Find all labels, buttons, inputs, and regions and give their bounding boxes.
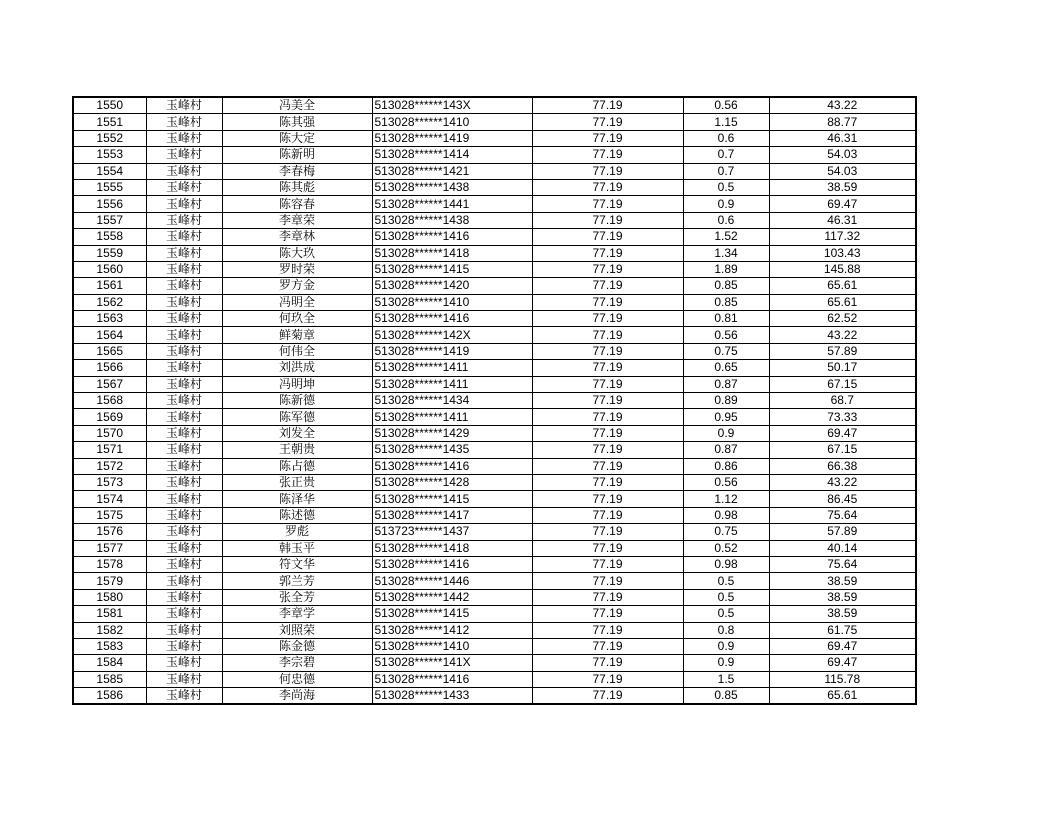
row-number-cell: 1551 xyxy=(73,114,146,130)
village-cell: 玉峰村 xyxy=(146,179,222,195)
amount-cell: 38.59 xyxy=(769,589,916,605)
name-cell: 李章林 xyxy=(222,229,372,245)
table-row xyxy=(73,294,916,310)
price-cell: 77.19 xyxy=(532,507,683,523)
amount-cell: 50.17 xyxy=(769,360,916,376)
row-number-cell: 1553 xyxy=(73,147,146,163)
id-number-cell: 513028******143X xyxy=(372,97,532,114)
id-number-cell: 513028******1416 xyxy=(372,311,532,327)
table-row xyxy=(73,409,916,425)
name-cell: 陈大定 xyxy=(222,130,372,146)
table-row xyxy=(73,442,916,458)
table-row xyxy=(73,573,916,589)
table-row xyxy=(73,229,916,245)
price-cell: 77.19 xyxy=(532,327,683,343)
name-cell: 符文华 xyxy=(222,556,372,572)
area-cell: 0.98 xyxy=(683,507,769,523)
row-number-cell: 1585 xyxy=(73,671,146,687)
row-number-cell: 1559 xyxy=(73,245,146,261)
table-row xyxy=(73,360,916,376)
village-cell: 玉峰村 xyxy=(146,261,222,277)
table-row xyxy=(73,278,916,294)
village-cell: 玉峰村 xyxy=(146,212,222,228)
price-cell: 77.19 xyxy=(532,524,683,540)
price-cell: 77.19 xyxy=(532,114,683,130)
amount-cell: 46.31 xyxy=(769,212,916,228)
price-cell: 77.19 xyxy=(532,556,683,572)
amount-cell: 54.03 xyxy=(769,147,916,163)
row-number-cell: 1576 xyxy=(73,524,146,540)
row-number-cell: 1575 xyxy=(73,507,146,523)
name-cell: 陈金德 xyxy=(222,638,372,654)
id-number-cell: 513028******1418 xyxy=(372,245,532,261)
amount-cell: 67.15 xyxy=(769,442,916,458)
table-row xyxy=(73,589,916,605)
area-cell: 0.85 xyxy=(683,688,769,705)
village-cell: 玉峰村 xyxy=(146,294,222,310)
row-number-cell: 1560 xyxy=(73,261,146,277)
id-number-cell: 513028******1411 xyxy=(372,360,532,376)
price-cell: 77.19 xyxy=(532,622,683,638)
id-number-cell: 513028******1429 xyxy=(372,425,532,441)
village-cell: 玉峰村 xyxy=(146,376,222,392)
area-cell: 0.75 xyxy=(683,524,769,540)
price-cell: 77.19 xyxy=(532,245,683,261)
table-row xyxy=(73,114,916,130)
amount-cell: 68.7 xyxy=(769,393,916,409)
area-cell: 0.5 xyxy=(683,589,769,605)
amount-cell: 75.64 xyxy=(769,507,916,523)
name-cell: 何伟全 xyxy=(222,343,372,359)
name-cell: 韩玉平 xyxy=(222,540,372,556)
amount-cell: 43.22 xyxy=(769,97,916,114)
amount-cell: 38.59 xyxy=(769,606,916,622)
price-cell: 77.19 xyxy=(532,376,683,392)
price-cell: 77.19 xyxy=(532,343,683,359)
price-cell: 77.19 xyxy=(532,606,683,622)
amount-cell: 69.47 xyxy=(769,638,916,654)
name-cell: 郭兰芳 xyxy=(222,573,372,589)
area-cell: 0.89 xyxy=(683,393,769,409)
id-number-cell: 513028******1438 xyxy=(372,179,532,195)
amount-cell: 65.61 xyxy=(769,688,916,705)
table-row xyxy=(73,425,916,441)
village-cell: 玉峰村 xyxy=(146,360,222,376)
amount-cell: 38.59 xyxy=(769,179,916,195)
area-cell: 1.5 xyxy=(683,671,769,687)
row-number-cell: 1561 xyxy=(73,278,146,294)
price-cell: 77.19 xyxy=(532,311,683,327)
amount-cell: 117.32 xyxy=(769,229,916,245)
area-cell: 0.87 xyxy=(683,442,769,458)
area-cell: 0.9 xyxy=(683,655,769,671)
price-cell: 77.19 xyxy=(532,442,683,458)
village-cell: 玉峰村 xyxy=(146,196,222,212)
subsidy-table xyxy=(72,96,917,705)
table-row xyxy=(73,474,916,490)
village-cell: 玉峰村 xyxy=(146,556,222,572)
area-cell: 0.7 xyxy=(683,147,769,163)
village-cell: 玉峰村 xyxy=(146,507,222,523)
name-cell: 张正贵 xyxy=(222,474,372,490)
id-number-cell: 513028******1433 xyxy=(372,688,532,705)
village-cell: 玉峰村 xyxy=(146,491,222,507)
id-number-cell: 513028******1421 xyxy=(372,163,532,179)
price-cell: 77.19 xyxy=(532,179,683,195)
id-number-cell: 513028******1411 xyxy=(372,376,532,392)
price-cell: 77.19 xyxy=(532,229,683,245)
table-row xyxy=(73,343,916,359)
id-number-cell: 513028******1412 xyxy=(372,622,532,638)
table-row xyxy=(73,524,916,540)
table-row xyxy=(73,130,916,146)
row-number-cell: 1555 xyxy=(73,179,146,195)
village-cell: 玉峰村 xyxy=(146,638,222,654)
village-cell: 玉峰村 xyxy=(146,573,222,589)
row-number-cell: 1583 xyxy=(73,638,146,654)
price-cell: 77.19 xyxy=(532,294,683,310)
area-cell: 1.34 xyxy=(683,245,769,261)
price-cell: 77.19 xyxy=(532,393,683,409)
amount-cell: 61.75 xyxy=(769,622,916,638)
amount-cell: 86.45 xyxy=(769,491,916,507)
row-number-cell: 1569 xyxy=(73,409,146,425)
village-cell: 玉峰村 xyxy=(146,671,222,687)
area-cell: 1.12 xyxy=(683,491,769,507)
id-number-cell: 513028******1419 xyxy=(372,130,532,146)
village-cell: 玉峰村 xyxy=(146,655,222,671)
id-number-cell: 513028******1410 xyxy=(372,114,532,130)
row-number-cell: 1565 xyxy=(73,343,146,359)
table-row xyxy=(73,556,916,572)
amount-cell: 54.03 xyxy=(769,163,916,179)
row-number-cell: 1552 xyxy=(73,130,146,146)
amount-cell: 46.31 xyxy=(769,130,916,146)
row-number-cell: 1572 xyxy=(73,458,146,474)
id-number-cell: 513028******1438 xyxy=(372,212,532,228)
table-row xyxy=(73,638,916,654)
row-number-cell: 1567 xyxy=(73,376,146,392)
table-row xyxy=(73,212,916,228)
id-number-cell: 513028******1410 xyxy=(372,294,532,310)
price-cell: 77.19 xyxy=(532,261,683,277)
price-cell: 77.19 xyxy=(532,147,683,163)
id-number-cell: 513028******1417 xyxy=(372,507,532,523)
id-number-cell: 513028******1418 xyxy=(372,540,532,556)
id-number-cell: 513028******141X xyxy=(372,655,532,671)
area-cell: 0.5 xyxy=(683,606,769,622)
area-cell: 0.56 xyxy=(683,97,769,114)
amount-cell: 38.59 xyxy=(769,573,916,589)
table-row xyxy=(73,376,916,392)
row-number-cell: 1580 xyxy=(73,589,146,605)
village-cell: 玉峰村 xyxy=(146,474,222,490)
price-cell: 77.19 xyxy=(532,163,683,179)
name-cell: 陈其强 xyxy=(222,114,372,130)
row-number-cell: 1563 xyxy=(73,311,146,327)
id-number-cell: 513028******1415 xyxy=(372,261,532,277)
name-cell: 李宗碧 xyxy=(222,655,372,671)
row-number-cell: 1582 xyxy=(73,622,146,638)
area-cell: 0.5 xyxy=(683,573,769,589)
amount-cell: 145.88 xyxy=(769,261,916,277)
amount-cell: 62.52 xyxy=(769,311,916,327)
village-cell: 玉峰村 xyxy=(146,327,222,343)
village-cell: 玉峰村 xyxy=(146,524,222,540)
row-number-cell: 1566 xyxy=(73,360,146,376)
table-row xyxy=(73,540,916,556)
price-cell: 77.19 xyxy=(532,688,683,705)
table-row xyxy=(73,196,916,212)
table-row xyxy=(73,393,916,409)
price-cell: 77.19 xyxy=(532,474,683,490)
price-cell: 77.19 xyxy=(532,360,683,376)
id-number-cell: 513028******1415 xyxy=(372,491,532,507)
name-cell: 李章学 xyxy=(222,606,372,622)
price-cell: 77.19 xyxy=(532,196,683,212)
price-cell: 77.19 xyxy=(532,589,683,605)
row-number-cell: 1581 xyxy=(73,606,146,622)
name-cell: 刘发全 xyxy=(222,425,372,441)
village-cell: 玉峰村 xyxy=(146,229,222,245)
area-cell: 0.56 xyxy=(683,327,769,343)
amount-cell: 69.47 xyxy=(769,425,916,441)
name-cell: 鲜菊章 xyxy=(222,327,372,343)
village-cell: 玉峰村 xyxy=(146,393,222,409)
village-cell: 玉峰村 xyxy=(146,540,222,556)
id-number-cell: 513028******1435 xyxy=(372,442,532,458)
table-row xyxy=(73,655,916,671)
name-cell: 何忠德 xyxy=(222,671,372,687)
amount-cell: 65.61 xyxy=(769,294,916,310)
name-cell: 刘照荣 xyxy=(222,622,372,638)
price-cell: 77.19 xyxy=(532,573,683,589)
id-number-cell: 513028******1420 xyxy=(372,278,532,294)
name-cell: 王朝贵 xyxy=(222,442,372,458)
village-cell: 玉峰村 xyxy=(146,688,222,705)
name-cell: 李章荣 xyxy=(222,212,372,228)
amount-cell: 40.14 xyxy=(769,540,916,556)
name-cell: 李尚海 xyxy=(222,688,372,705)
id-number-cell: 513028******1416 xyxy=(372,229,532,245)
village-cell: 玉峰村 xyxy=(146,278,222,294)
amount-cell: 88.77 xyxy=(769,114,916,130)
amount-cell: 69.47 xyxy=(769,196,916,212)
price-cell: 77.19 xyxy=(532,671,683,687)
row-number-cell: 1564 xyxy=(73,327,146,343)
amount-cell: 73.33 xyxy=(769,409,916,425)
area-cell: 0.81 xyxy=(683,311,769,327)
id-number-cell: 513028******1442 xyxy=(372,589,532,605)
price-cell: 77.19 xyxy=(532,130,683,146)
price-cell: 77.19 xyxy=(532,409,683,425)
table-row xyxy=(73,163,916,179)
village-cell: 玉峰村 xyxy=(146,147,222,163)
id-number-cell: 513028******1434 xyxy=(372,393,532,409)
village-cell: 玉峰村 xyxy=(146,442,222,458)
area-cell: 0.86 xyxy=(683,458,769,474)
name-cell: 冯明全 xyxy=(222,294,372,310)
price-cell: 77.19 xyxy=(532,655,683,671)
area-cell: 0.85 xyxy=(683,278,769,294)
village-cell: 玉峰村 xyxy=(146,458,222,474)
row-number-cell: 1584 xyxy=(73,655,146,671)
table-row xyxy=(73,458,916,474)
id-number-cell: 513028******1414 xyxy=(372,147,532,163)
row-number-cell: 1574 xyxy=(73,491,146,507)
price-cell: 77.19 xyxy=(532,540,683,556)
area-cell: 0.65 xyxy=(683,360,769,376)
name-cell: 何玖全 xyxy=(222,311,372,327)
name-cell: 陈其彪 xyxy=(222,179,372,195)
name-cell: 罗时荣 xyxy=(222,261,372,277)
id-number-cell: 513028******1446 xyxy=(372,573,532,589)
amount-cell: 43.22 xyxy=(769,474,916,490)
village-cell: 玉峰村 xyxy=(146,311,222,327)
name-cell: 陈泽华 xyxy=(222,491,372,507)
price-cell: 77.19 xyxy=(532,638,683,654)
area-cell: 0.85 xyxy=(683,294,769,310)
name-cell: 李春梅 xyxy=(222,163,372,179)
amount-cell: 66.38 xyxy=(769,458,916,474)
amount-cell: 43.22 xyxy=(769,327,916,343)
price-cell: 77.19 xyxy=(532,278,683,294)
row-number-cell: 1562 xyxy=(73,294,146,310)
table-row xyxy=(73,245,916,261)
row-number-cell: 1577 xyxy=(73,540,146,556)
area-cell: 0.75 xyxy=(683,343,769,359)
id-number-cell: 513028******1441 xyxy=(372,196,532,212)
row-number-cell: 1557 xyxy=(73,212,146,228)
area-cell: 0.9 xyxy=(683,425,769,441)
area-cell: 0.5 xyxy=(683,179,769,195)
area-cell: 0.6 xyxy=(683,130,769,146)
name-cell: 陈军德 xyxy=(222,409,372,425)
name-cell: 陈新明 xyxy=(222,147,372,163)
id-number-cell: 513723******1437 xyxy=(372,524,532,540)
village-cell: 玉峰村 xyxy=(146,622,222,638)
amount-cell: 69.47 xyxy=(769,655,916,671)
price-cell: 77.19 xyxy=(532,97,683,114)
name-cell: 张全芳 xyxy=(222,589,372,605)
price-cell: 77.19 xyxy=(532,212,683,228)
name-cell: 刘洪成 xyxy=(222,360,372,376)
id-number-cell: 513028******1416 xyxy=(372,458,532,474)
table-row xyxy=(73,311,916,327)
area-cell: 0.87 xyxy=(683,376,769,392)
name-cell: 冯明坤 xyxy=(222,376,372,392)
village-cell: 玉峰村 xyxy=(146,163,222,179)
table-row xyxy=(73,327,916,343)
amount-cell: 115.78 xyxy=(769,671,916,687)
area-cell: 1.15 xyxy=(683,114,769,130)
area-cell: 0.6 xyxy=(683,212,769,228)
name-cell: 陈占德 xyxy=(222,458,372,474)
table-row xyxy=(73,606,916,622)
name-cell: 冯美全 xyxy=(222,97,372,114)
id-number-cell: 513028******142X xyxy=(372,327,532,343)
area-cell: 0.56 xyxy=(683,474,769,490)
area-cell: 0.9 xyxy=(683,638,769,654)
village-cell: 玉峰村 xyxy=(146,130,222,146)
id-number-cell: 513028******1411 xyxy=(372,409,532,425)
name-cell: 陈述德 xyxy=(222,507,372,523)
row-number-cell: 1586 xyxy=(73,688,146,705)
row-number-cell: 1558 xyxy=(73,229,146,245)
amount-cell: 57.89 xyxy=(769,524,916,540)
village-cell: 玉峰村 xyxy=(146,114,222,130)
area-cell: 0.98 xyxy=(683,556,769,572)
area-cell: 0.95 xyxy=(683,409,769,425)
row-number-cell: 1550 xyxy=(73,97,146,114)
id-number-cell: 513028******1428 xyxy=(372,474,532,490)
village-cell: 玉峰村 xyxy=(146,589,222,605)
row-number-cell: 1579 xyxy=(73,573,146,589)
name-cell: 罗彪 xyxy=(222,524,372,540)
price-cell: 77.19 xyxy=(532,425,683,441)
amount-cell: 57.89 xyxy=(769,343,916,359)
village-cell: 玉峰村 xyxy=(146,343,222,359)
amount-cell: 67.15 xyxy=(769,376,916,392)
id-number-cell: 513028******1419 xyxy=(372,343,532,359)
table-row xyxy=(73,507,916,523)
table-row xyxy=(73,688,916,705)
id-number-cell: 513028******1416 xyxy=(372,556,532,572)
table-body xyxy=(73,97,916,704)
amount-cell: 75.64 xyxy=(769,556,916,572)
row-number-cell: 1556 xyxy=(73,196,146,212)
name-cell: 陈大玖 xyxy=(222,245,372,261)
id-number-cell: 513028******1415 xyxy=(372,606,532,622)
table-row xyxy=(73,261,916,277)
table-row xyxy=(73,491,916,507)
area-cell: 0.52 xyxy=(683,540,769,556)
amount-cell: 65.61 xyxy=(769,278,916,294)
price-cell: 77.19 xyxy=(532,458,683,474)
row-number-cell: 1554 xyxy=(73,163,146,179)
village-cell: 玉峰村 xyxy=(146,409,222,425)
table-row xyxy=(73,671,916,687)
amount-cell: 103.43 xyxy=(769,245,916,261)
table-row xyxy=(73,97,916,114)
row-number-cell: 1571 xyxy=(73,442,146,458)
table-row xyxy=(73,147,916,163)
row-number-cell: 1570 xyxy=(73,425,146,441)
area-cell: 0.9 xyxy=(683,196,769,212)
name-cell: 陈容春 xyxy=(222,196,372,212)
price-cell: 77.19 xyxy=(532,491,683,507)
village-cell: 玉峰村 xyxy=(146,606,222,622)
table-row xyxy=(73,179,916,195)
area-cell: 1.89 xyxy=(683,261,769,277)
name-cell: 陈新德 xyxy=(222,393,372,409)
id-number-cell: 513028******1416 xyxy=(372,671,532,687)
table-row xyxy=(73,622,916,638)
area-cell: 0.7 xyxy=(683,163,769,179)
area-cell: 1.52 xyxy=(683,229,769,245)
name-cell: 罗方金 xyxy=(222,278,372,294)
village-cell: 玉峰村 xyxy=(146,97,222,114)
row-number-cell: 1568 xyxy=(73,393,146,409)
village-cell: 玉峰村 xyxy=(146,425,222,441)
id-number-cell: 513028******1410 xyxy=(372,638,532,654)
row-number-cell: 1573 xyxy=(73,474,146,490)
area-cell: 0.8 xyxy=(683,622,769,638)
village-cell: 玉峰村 xyxy=(146,245,222,261)
row-number-cell: 1578 xyxy=(73,556,146,572)
